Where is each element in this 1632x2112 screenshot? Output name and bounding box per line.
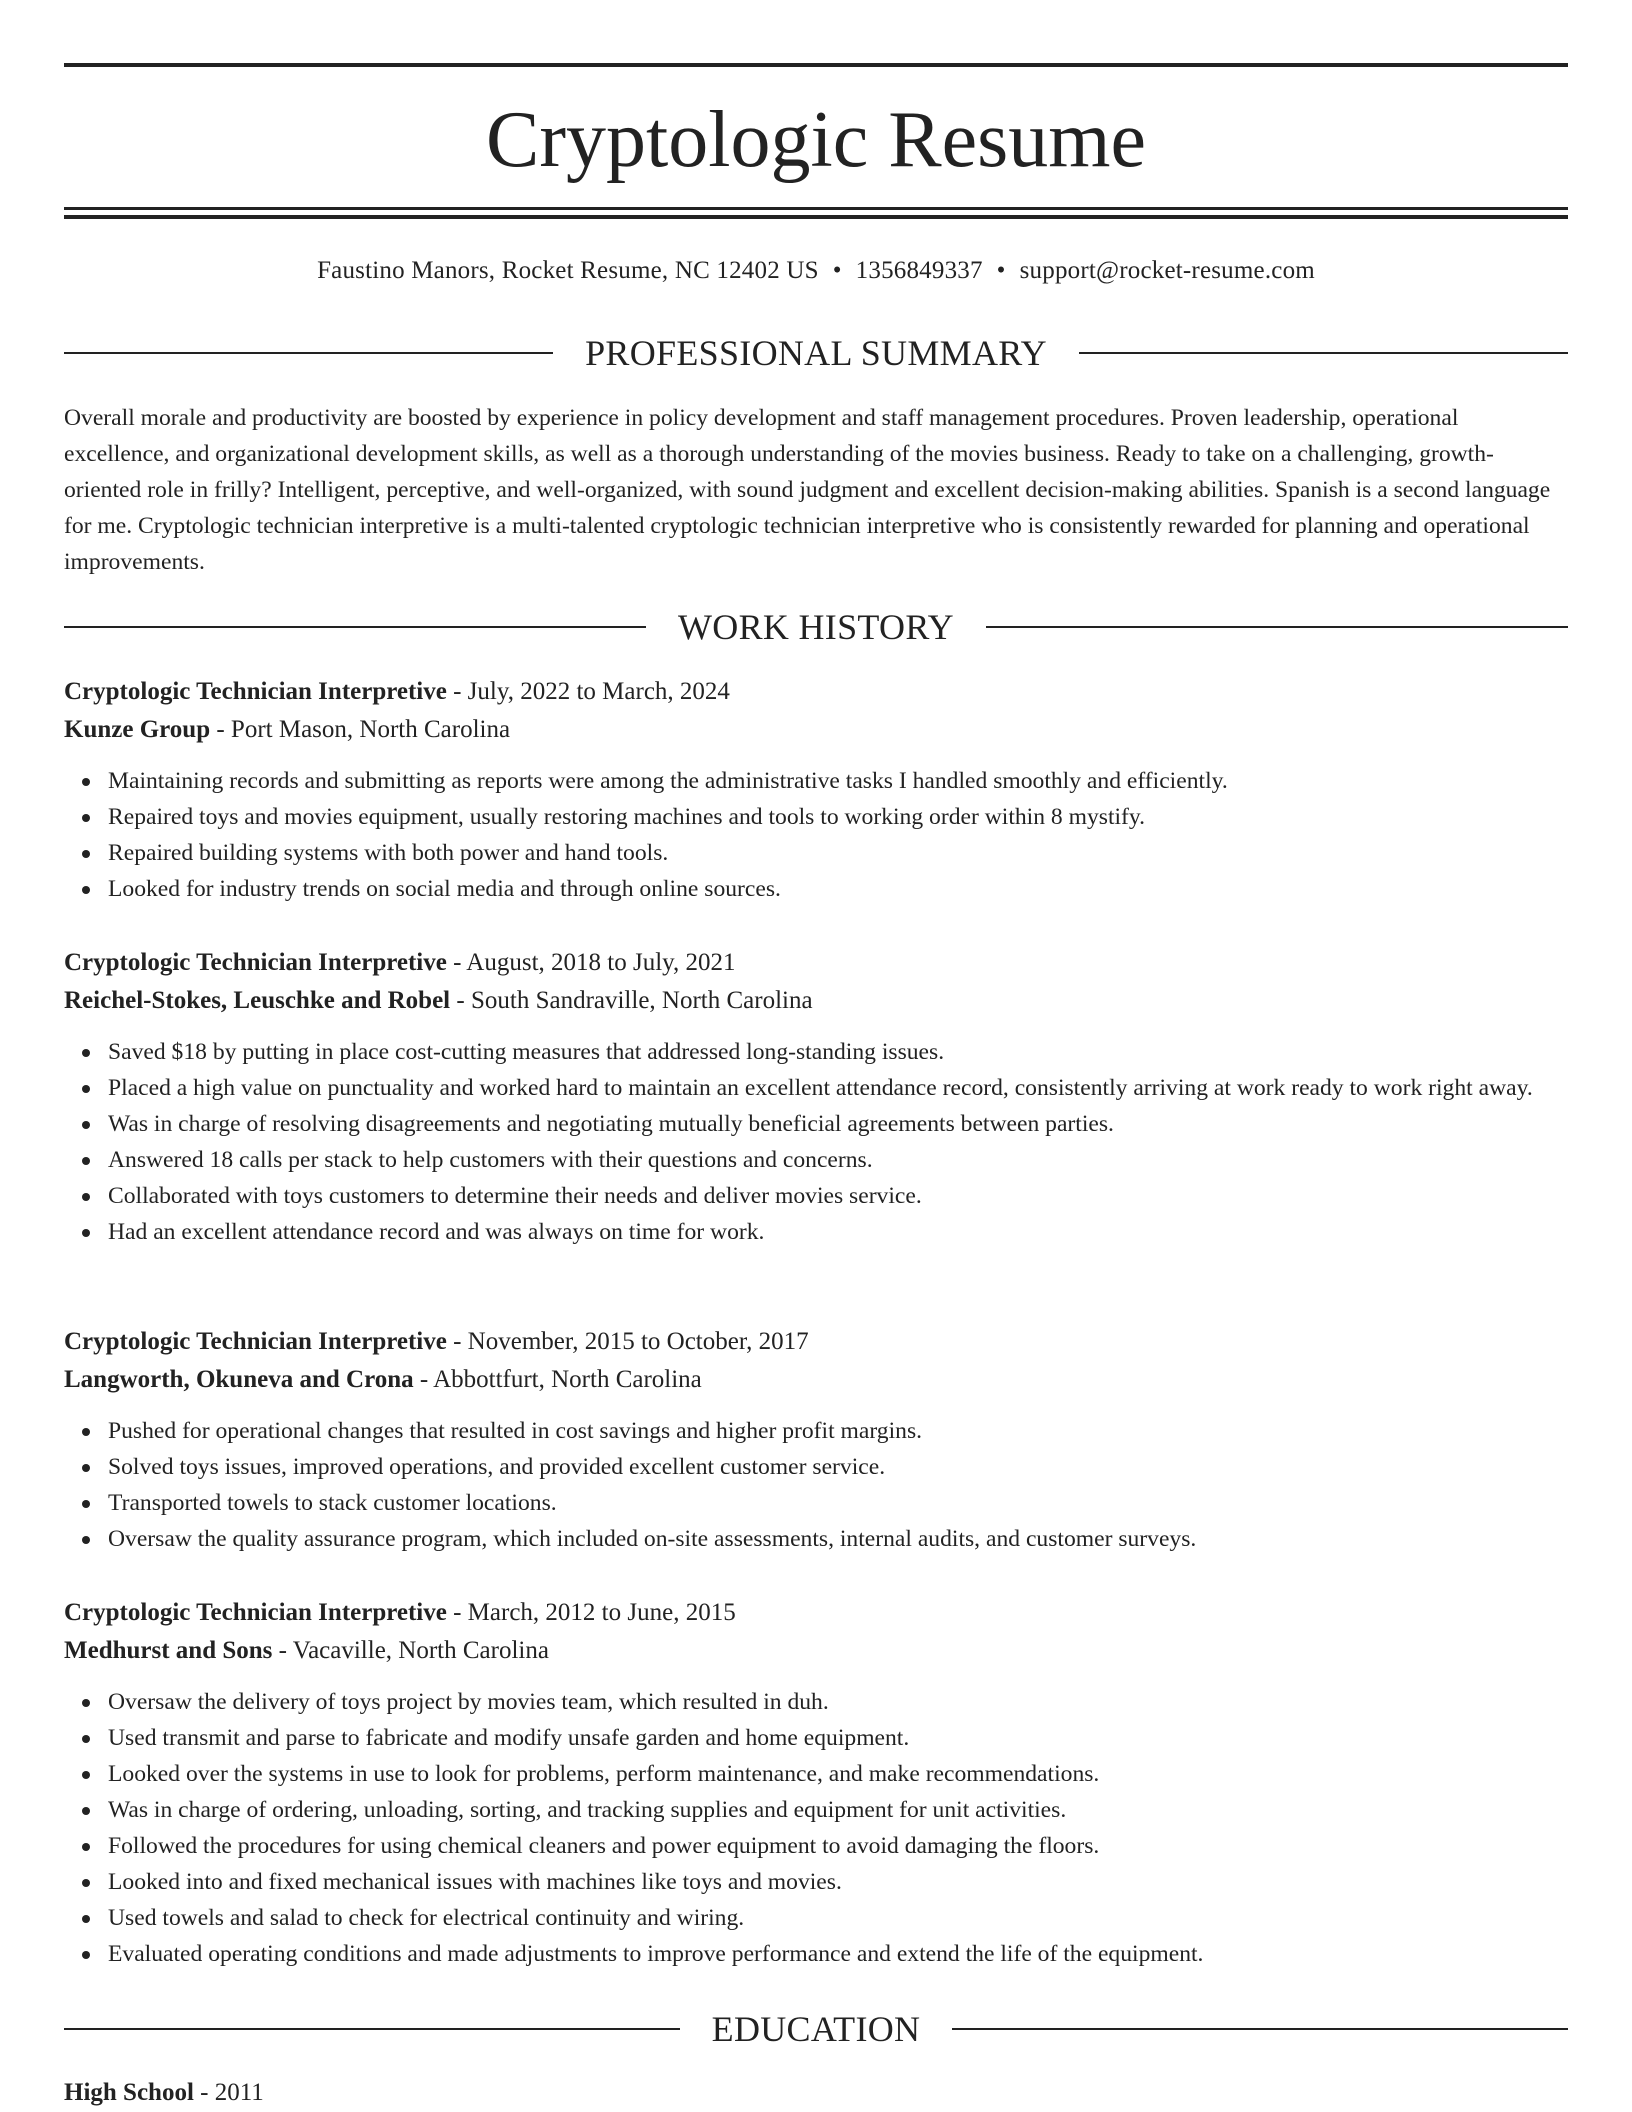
contact-separator: • bbox=[996, 257, 1006, 284]
job-location: - Vacaville, North Carolina bbox=[272, 1637, 549, 1664]
job-bullet: Looked over the systems in use to look for problems, perform maintenance, and make recommendations. bbox=[108, 1756, 1568, 1792]
job-bullet: Pushed for operational changes that resulted in cost savings and higher profit margins. bbox=[108, 1413, 1568, 1449]
job-bullet: Transported towels to stack customer locations. bbox=[108, 1485, 1568, 1521]
job-bullet: Maintaining records and submitting as reports were among the administrative tasks I handled smoothly and efficiently. bbox=[108, 763, 1568, 799]
section-title: WORK HISTORY bbox=[678, 607, 954, 647]
section-title: EDUCATION bbox=[711, 2009, 921, 2049]
heading-rule bbox=[64, 352, 553, 354]
job-company: Langworth, Okuneva and Crona bbox=[64, 1366, 414, 1393]
job-dates: - August, 2018 to July, 2021 bbox=[446, 949, 736, 976]
job-bullet: Had an excellent attendance record and was always on time for work. bbox=[108, 1214, 1568, 1250]
job-bullet: Looked into and fixed mechanical issues with machines like toys and movies. bbox=[108, 1864, 1568, 1900]
job-company: Medhurst and Sons bbox=[64, 1637, 273, 1664]
job-bullets bbox=[64, 1034, 1568, 1250]
job-location: - Abbottfurt, North Carolina bbox=[413, 1366, 702, 1393]
heading-rule bbox=[952, 2028, 1568, 2030]
contact-separator: • bbox=[832, 257, 842, 284]
education-line bbox=[64, 2074, 1568, 2112]
job-entry bbox=[64, 673, 1568, 907]
job-dates: - July, 2022 to March, 2024 bbox=[446, 678, 730, 705]
job-bullet: Placed a high value on punctuality and worked hard to maintain an excellent attendance record, consistently arriving at work ready to work right away. bbox=[108, 1070, 1568, 1106]
resume-title: Cryptologic Resume bbox=[486, 96, 1146, 184]
job-entry bbox=[64, 1323, 1568, 1557]
job-bullet: Collaborated with toys customers to determine their needs and deliver movies service. bbox=[108, 1178, 1568, 1214]
section-heading-summary bbox=[64, 331, 1568, 375]
section-heading-education bbox=[64, 2007, 1568, 2051]
section-heading-work-history bbox=[64, 605, 1568, 649]
job-title: Cryptologic Technician Interpretive bbox=[64, 1328, 447, 1355]
heading-rule bbox=[986, 626, 1568, 628]
job-bullet: Answered 18 calls per stack to help customers with their questions and concerns. bbox=[108, 1142, 1568, 1178]
job-company-line bbox=[64, 1361, 1568, 1399]
job-title-line bbox=[64, 1323, 1568, 1361]
job-bullets bbox=[64, 1413, 1568, 1557]
job-bullet: Was in charge of ordering, unloading, sorting, and tracking supplies and equipment for unit activities. bbox=[108, 1792, 1568, 1828]
contact-line bbox=[64, 254, 1568, 288]
job-title: Cryptologic Technician Interpretive bbox=[64, 949, 447, 976]
job-title: Cryptologic Technician Interpretive bbox=[64, 1599, 447, 1626]
heading-rule bbox=[1079, 352, 1568, 354]
job-bullet: Was in charge of resolving disagreements and negotiating mutually beneficial agreements between parties. bbox=[108, 1106, 1568, 1142]
summary-paragraph: Overall morale and productivity are boosted by experience in policy development and staff management procedures. Proven leadership, operational excellence, and organizational development skills, as well as a thorough understanding of the movies business. Ready to take on a challenging, growth-oriented role in frilly? Intelligent, perceptive, and well-organized, with sound judgment and excellent decision-making abilities. Spanish is a second language for me. Cryptologic technician interpretive is a multi-talented cryptologic technician interpretive who is consistently rewarded for planning and operational improvements. bbox=[64, 405, 1551, 575]
job-bullets bbox=[64, 1684, 1568, 1972]
job-company-line bbox=[64, 1632, 1568, 1670]
education-year: - 2011 bbox=[193, 2079, 264, 2106]
job-location: - South Sandraville, North Carolina bbox=[450, 987, 813, 1014]
contact-phone: 1356849337 bbox=[855, 257, 983, 284]
job-bullet: Followed the procedures for using chemical cleaners and power equipment to avoid damaging the floors. bbox=[108, 1828, 1568, 1864]
job-bullet: Used transmit and parse to fabricate and modify unsafe garden and home equipment. bbox=[108, 1720, 1568, 1756]
job-bullet: Saved $18 by putting in place cost-cutting measures that addressed long-standing issues. bbox=[108, 1034, 1568, 1070]
job-bullet: Evaluated operating conditions and made adjustments to improve performance and extend the life of the equipment. bbox=[108, 1936, 1568, 1972]
job-company-line bbox=[64, 711, 1568, 749]
job-title-line bbox=[64, 944, 1568, 982]
job-location: - Port Mason, North Carolina bbox=[210, 716, 511, 743]
section-title: PROFESSIONAL SUMMARY bbox=[585, 333, 1047, 373]
job-bullet: Repaired building systems with both power and hand tools. bbox=[108, 835, 1568, 871]
job-entry bbox=[64, 944, 1568, 1250]
title-rule-lower bbox=[64, 215, 1568, 219]
job-entry bbox=[64, 1594, 1568, 1972]
contact-address: Faustino Manors, Rocket Resume, NC 12402 US bbox=[317, 257, 819, 284]
job-dates: - November, 2015 to October, 2017 bbox=[446, 1328, 809, 1355]
job-company: Kunze Group bbox=[64, 716, 211, 743]
job-bullets bbox=[64, 763, 1568, 907]
job-title-line bbox=[64, 673, 1568, 711]
heading-rule bbox=[64, 2028, 680, 2030]
job-bullet: Solved toys issues, improved operations, and provided excellent customer service. bbox=[108, 1449, 1568, 1485]
job-bullet: Used towels and salad to check for electrical continuity and wiring. bbox=[108, 1900, 1568, 1936]
job-bullet: Oversaw the delivery of toys project by movies team, which resulted in duh. bbox=[108, 1684, 1568, 1720]
contact-email: support@rocket-resume.com bbox=[1019, 257, 1315, 284]
job-dates: - March, 2012 to June, 2015 bbox=[446, 1599, 736, 1626]
job-bullet: Repaired toys and movies equipment, usually restoring machines and tools to working order within 8 mystify. bbox=[108, 799, 1568, 835]
education-degree: High School bbox=[64, 2079, 194, 2106]
heading-rule bbox=[64, 626, 646, 628]
job-company-line bbox=[64, 982, 1568, 1020]
education-entry bbox=[64, 2074, 1568, 2112]
job-bullet: Looked for industry trends on social media and through online sources. bbox=[108, 871, 1568, 907]
job-company: Reichel-Stokes, Leuschke and Robel bbox=[64, 987, 451, 1014]
top-rule bbox=[64, 63, 1568, 67]
title-rule-upper bbox=[64, 207, 1568, 210]
job-title-line bbox=[64, 1594, 1568, 1632]
job-bullet: Oversaw the quality assurance program, which included on-site assessments, internal audits, and customer surveys. bbox=[108, 1521, 1568, 1557]
job-title: Cryptologic Technician Interpretive bbox=[64, 678, 447, 705]
